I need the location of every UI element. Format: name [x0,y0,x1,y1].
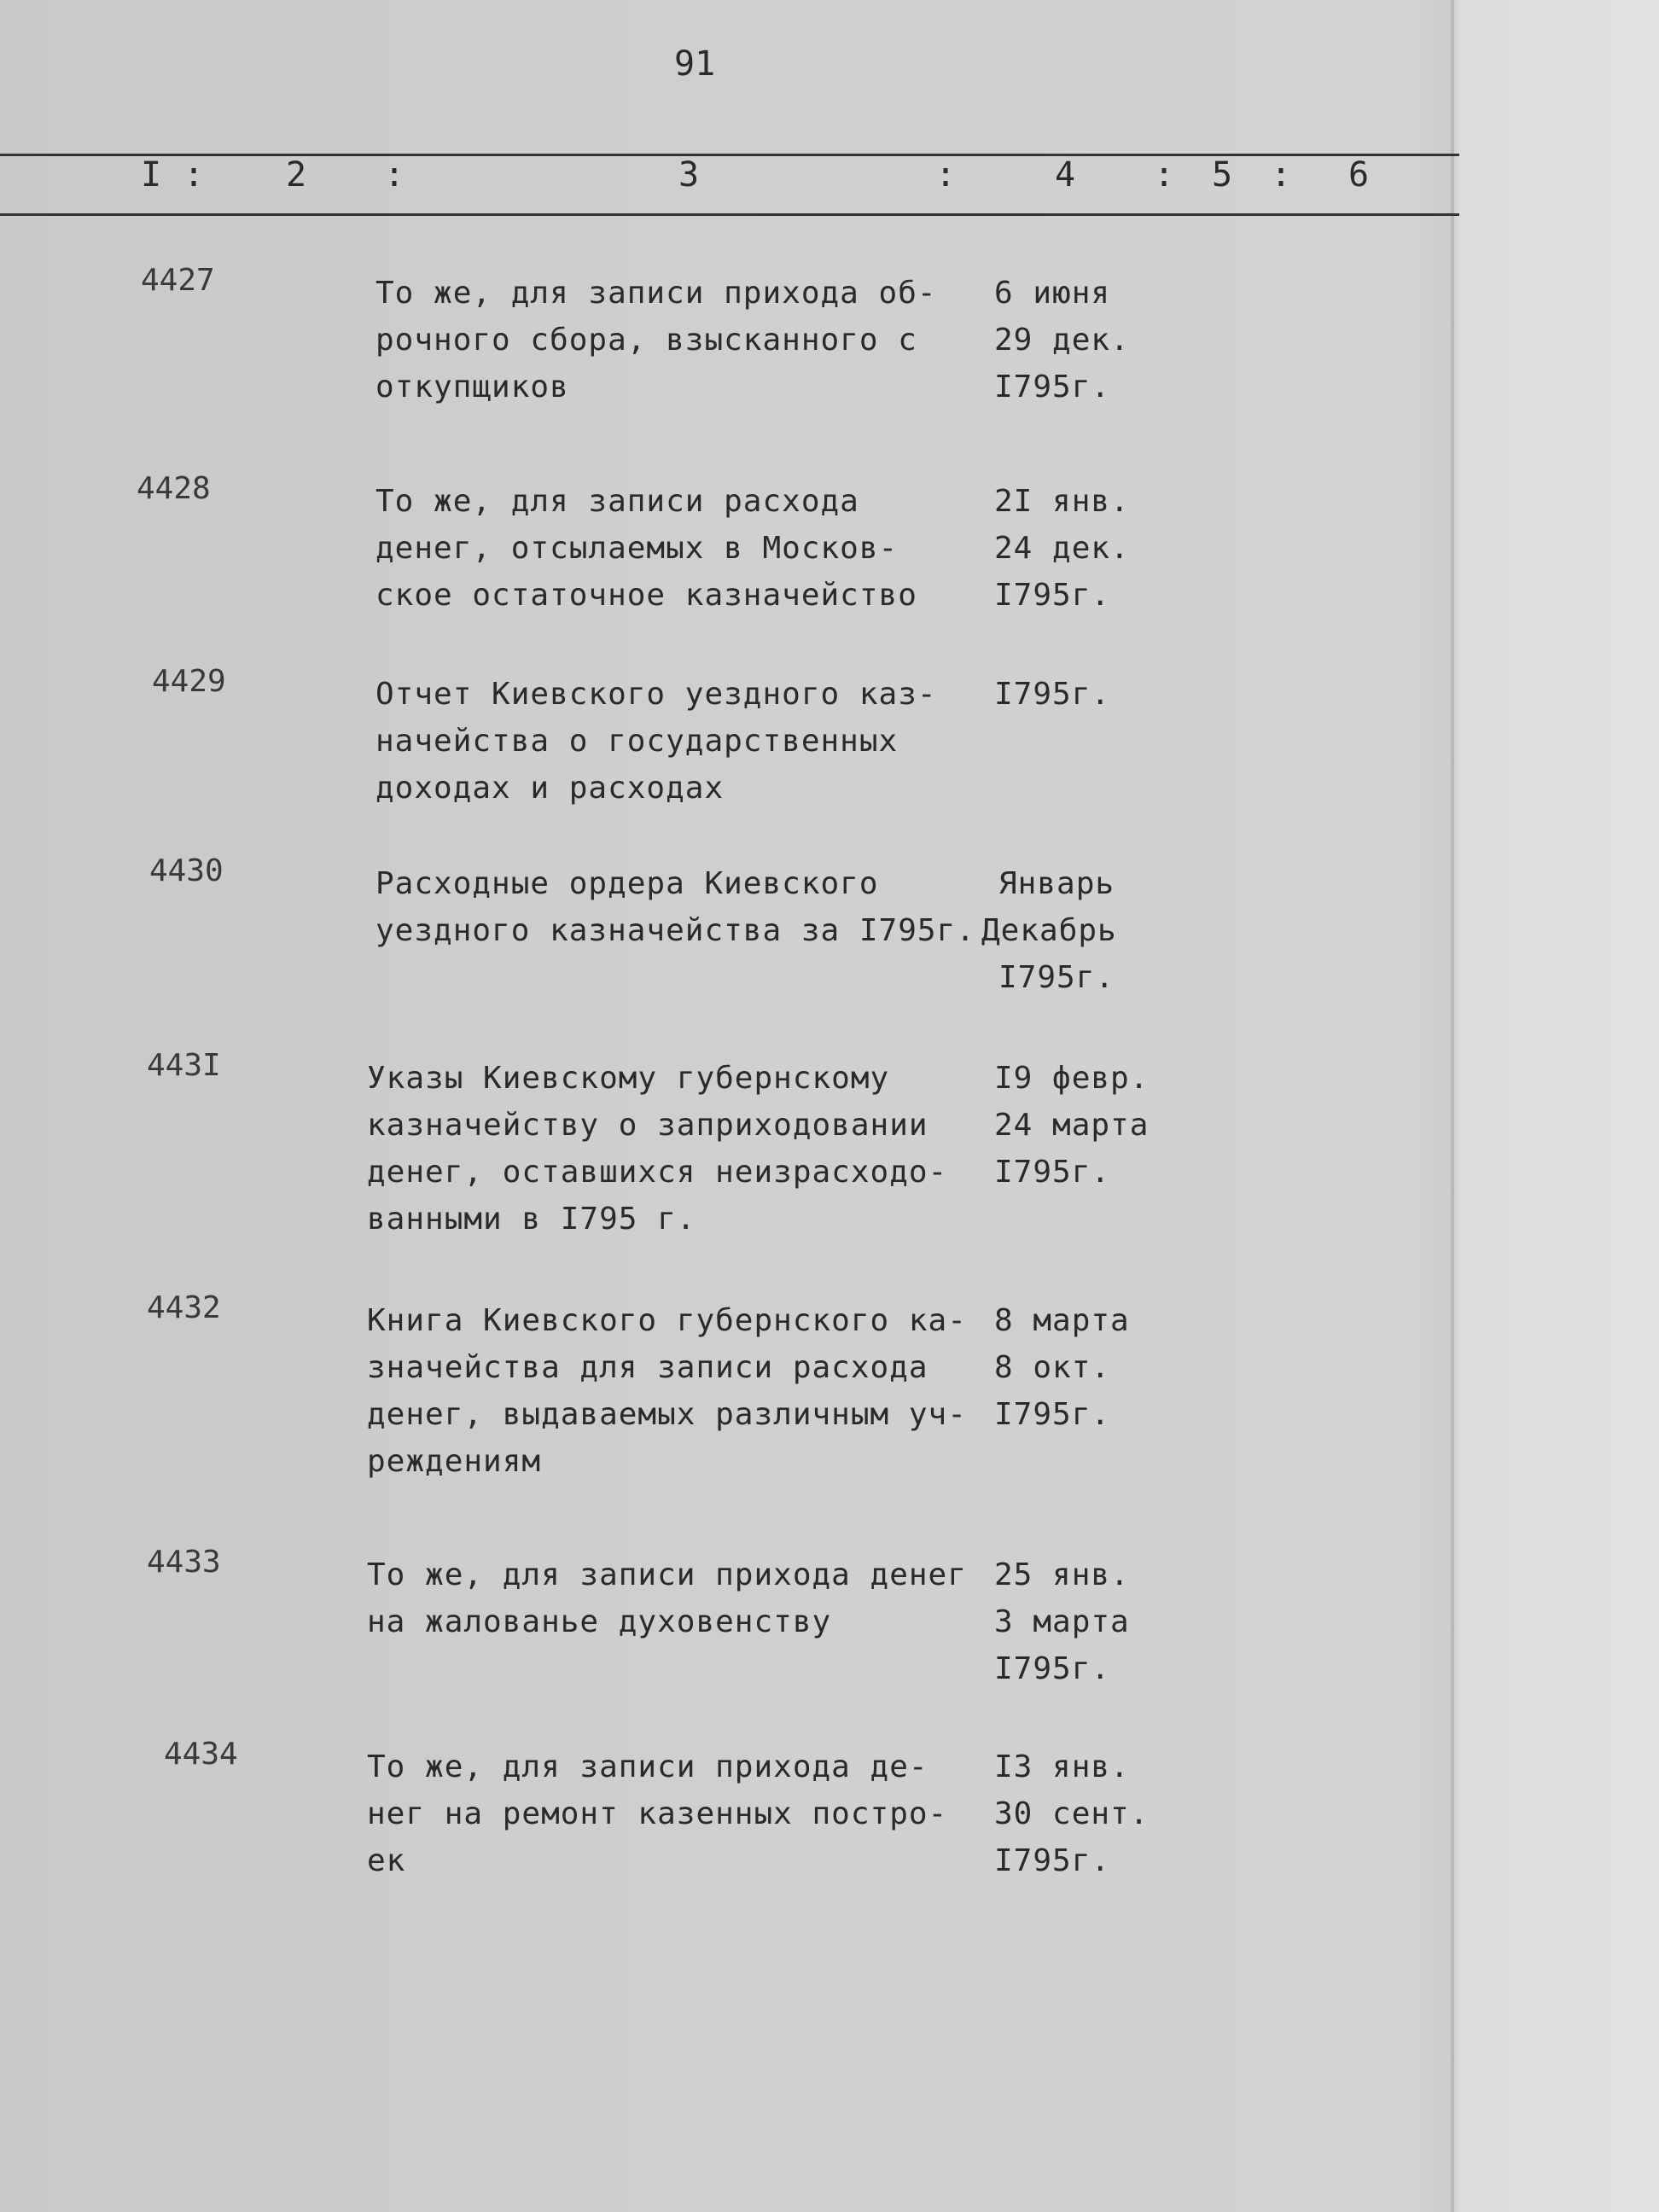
description-line: Указы Киевскому губернскому [367,1061,890,1096]
column-separator: : [1271,155,1292,195]
description-line: денег, отсылаемых в Москов- [375,531,899,566]
entry-number: 4430 [149,853,224,888]
description-line: ванными в I795 г. [367,1202,696,1237]
description-line: денег, выдаваемых различным уч- [367,1397,967,1432]
header-top-rule [0,154,1459,156]
entry-dates [994,1551,1130,1692]
entry-number: 4427 [141,263,215,298]
date-line: I795г. [994,1397,1111,1432]
description-line: Отчет Киевского уездного каз- [375,677,937,712]
header-bottom-rule [0,213,1459,216]
entry-description [367,1055,947,1243]
description-line: То же, для записи расхода [375,484,859,519]
date-line: I795г. [994,370,1111,405]
description-line: рочного сбора, взысканного с [375,323,917,358]
entry-dates [994,1297,1130,1438]
description-line: ек [367,1843,406,1878]
date-line: 8 окт. [994,1350,1111,1385]
entry-dates [994,1055,1149,1196]
date-line: I795г. [994,578,1111,613]
description-line: доходах и расходах [375,771,725,806]
column-separator: : [1154,155,1175,195]
column-header: I [141,155,162,195]
description-line: Расходные ордера Киевского [375,866,879,901]
date-line: Январь [998,866,1115,901]
description-line: нег на ремонт казенных постро- [367,1796,948,1831]
date-line: 29 дек. [994,323,1130,358]
date-line: 24 марта [994,1108,1150,1143]
entry-description [367,1297,967,1485]
column-separator: : [183,155,205,195]
description-line: реждениям [367,1444,542,1479]
description-line: откупщиков [375,370,569,405]
date-line: I795г. [998,960,1115,995]
date-line: 3 марта [994,1604,1130,1639]
column-separator: : [384,155,405,195]
date-line: Декабрь [981,913,1117,948]
entry-description [375,270,937,410]
date-line: I795г. [994,1843,1111,1878]
date-line: 6 июня [994,276,1111,311]
date-line: 30 сент. [994,1796,1150,1831]
date-line: 8 марта [994,1303,1130,1338]
entry-description [367,1743,947,1884]
description-line: денег, оставшихся неизрасходо- [367,1155,948,1190]
date-line: I795г. [994,1155,1111,1190]
column-header: 5 [1212,155,1233,195]
date-line: I795г. [994,1651,1111,1686]
page-number: 91 [674,44,716,84]
description-line: на жалованье духовенству [367,1604,832,1639]
entry-dates [981,860,1117,1001]
entry-number: 443I [147,1048,221,1083]
entry-number: 4429 [152,664,226,699]
column-separator: : [935,155,957,195]
description-line: То же, для записи прихода об- [375,276,937,311]
entry-dates [994,671,1110,718]
entry-number: 4428 [137,471,211,506]
description-line: казначейству о заприходовании [367,1108,928,1143]
entry-number: 4433 [147,1545,221,1580]
column-header: 6 [1348,155,1370,195]
description-line: То же, для записи прихода денег [367,1557,967,1592]
entry-dates [994,270,1130,410]
date-line: I9 февр. [994,1061,1150,1096]
column-header: 4 [1055,155,1076,195]
description-line: начейства о государственных [375,724,899,759]
date-line: 24 дек. [994,531,1130,566]
entry-number: 4432 [147,1290,221,1325]
entry-description [375,860,975,954]
page-edge [1451,0,1454,2212]
description-line: То же, для записи прихода де- [367,1749,928,1784]
entry-dates [994,1743,1149,1884]
entry-description [367,1551,967,1645]
date-line: I3 янв. [994,1749,1130,1784]
entry-description [375,478,917,619]
description-line: Книга Киевского губернского ка- [367,1303,967,1338]
column-header: 2 [286,155,307,195]
date-line: I795г. [994,677,1111,712]
column-header: 3 [678,155,700,195]
description-line: ское остаточное казначейство [375,578,917,613]
entry-dates [994,478,1130,619]
description-line: значейства для записи расхода [367,1350,928,1385]
date-line: 25 янв. [994,1557,1130,1592]
entry-description [375,671,937,812]
description-line: уездного казначейства за I795г. [375,913,975,948]
entry-number: 4434 [164,1737,238,1772]
date-line: 2I янв. [994,484,1130,519]
